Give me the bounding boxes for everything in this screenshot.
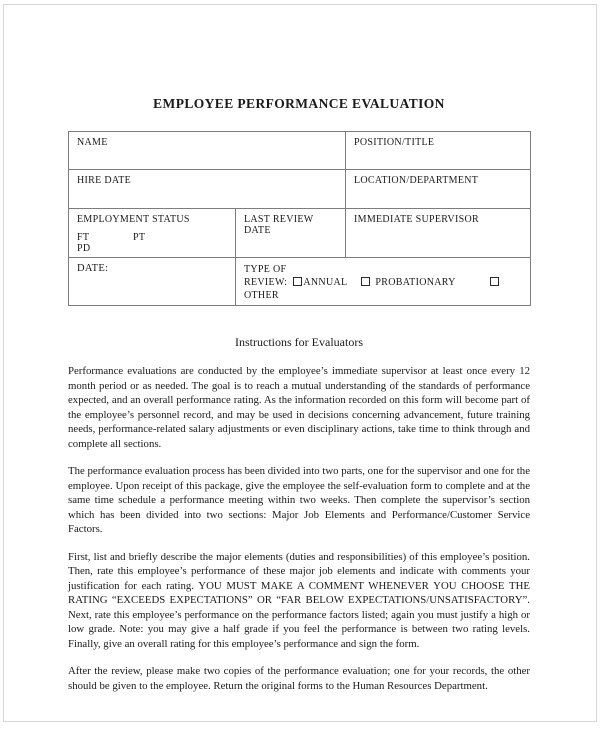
employment-status-options — [77, 232, 227, 254]
other-checkbox-icon[interactable] — [490, 277, 499, 286]
probationary-checkbox-icon[interactable] — [361, 277, 370, 286]
type-of-review-label: REVIEW: — [244, 277, 288, 288]
last-review-date-field[interactable] — [236, 209, 346, 258]
instructions-body — [68, 364, 530, 693]
employment-status-option-ft[interactable]: FT — [77, 232, 90, 243]
type-of-review-field — [236, 258, 531, 306]
position-title-label: POSITION/TITLE — [354, 137, 435, 148]
last-review-date-label: LAST REVIEW DATE — [244, 214, 314, 236]
document-page — [68, 0, 530, 706]
table-row — [69, 170, 531, 209]
name-field[interactable] — [69, 132, 346, 170]
table-row — [69, 209, 531, 258]
employment-status-field[interactable] — [69, 209, 236, 258]
location-department-label: LOCATION/DEPARTMENT — [354, 175, 479, 186]
page-title: EMPLOYEE PERFORMANCE EVALUATION — [153, 96, 445, 111]
employee-info-table — [68, 131, 531, 306]
instructions-heading: Instructions for Evaluators — [235, 335, 363, 349]
immediate-supervisor-label: IMMEDIATE SUPERVISOR — [354, 214, 479, 225]
type-of-review-line1: TYPE OF — [244, 264, 287, 275]
immediate-supervisor-field[interactable] — [346, 209, 531, 258]
type-of-review-line2 — [244, 276, 522, 302]
position-title-field[interactable] — [346, 132, 531, 170]
employment-status-option-pt[interactable]: PT — [133, 232, 146, 243]
employment-status-label: EMPLOYMENT STATUS — [77, 214, 190, 225]
table-row — [69, 258, 531, 306]
instructions-paragraph-1: Performance evaluations are conducted by the employee’s immediate supervisor at least once every 12 month period or as needed. The goal is to reach a mutual understanding of the standards of performance expected, and an overall performance rating. As the information recorded on this form will become part of the employee’s personnel record, and may be used in decisions concerning advancement, future training needs, performance-related salary adjustments or even disciplinary actions, take time to think through and complete all sections. — [68, 365, 530, 450]
annual-checkbox-icon[interactable] — [293, 277, 302, 286]
hire-date-label: HIRE DATE — [77, 175, 132, 186]
annual-label: ANNUAL — [303, 277, 348, 288]
review-option-probationary[interactable] — [361, 277, 455, 288]
instructions-paragraph-3: First, list and briefly describe the major elements (duties and responsibilities) of this employee’s position. Then, rate this employee’s performance of these major job elements and indicate with comments your justification for each rating. YOU MUST MAKE A COMMENT WHENEVER YOU CHOOSE THE RATING “EXCEEDS EXPECTATIONS” OR “FAR BELOW EXPECTATIONS/UNSATISFACTORY”. Next, rate this employee’s performance on the performance factors listed; again you must justify a high or low grade. Note: you may give a half grade if you feel the performance is between two rating levels. Finally, give an overall rating for this employee’s performance and sign the form. — [68, 550, 530, 650]
instructions-paragraph-2: The performance evaluation process has been divided into two parts, one for the supervisor and one for the employee. Upon receipt of this package, give the employee the self-evaluation form to complete and at the same time schedule a performance meeting within two weeks. Then complete the supervisor’s section which has been divided into two sections: Major Job Elements and Performance/Customer Service Factors. — [68, 465, 530, 535]
instructions-paragraph-4: After the review, please make two copies of the performance evaluation; one for your records, the other should be given to the employee. Return the original forms to the Human Resources Department. — [68, 665, 530, 692]
name-label: NAME — [77, 137, 108, 148]
employment-status-option-pd[interactable]: PD — [77, 243, 91, 254]
other-label: OTHER — [244, 290, 279, 301]
hire-date-field[interactable] — [69, 170, 346, 209]
date-label: DATE: — [77, 263, 109, 274]
review-option-annual[interactable] — [293, 277, 347, 288]
probationary-label: PROBATIONARY — [375, 277, 456, 288]
date-field[interactable] — [69, 258, 236, 306]
table-row — [69, 132, 531, 170]
location-department-field[interactable] — [346, 170, 531, 209]
